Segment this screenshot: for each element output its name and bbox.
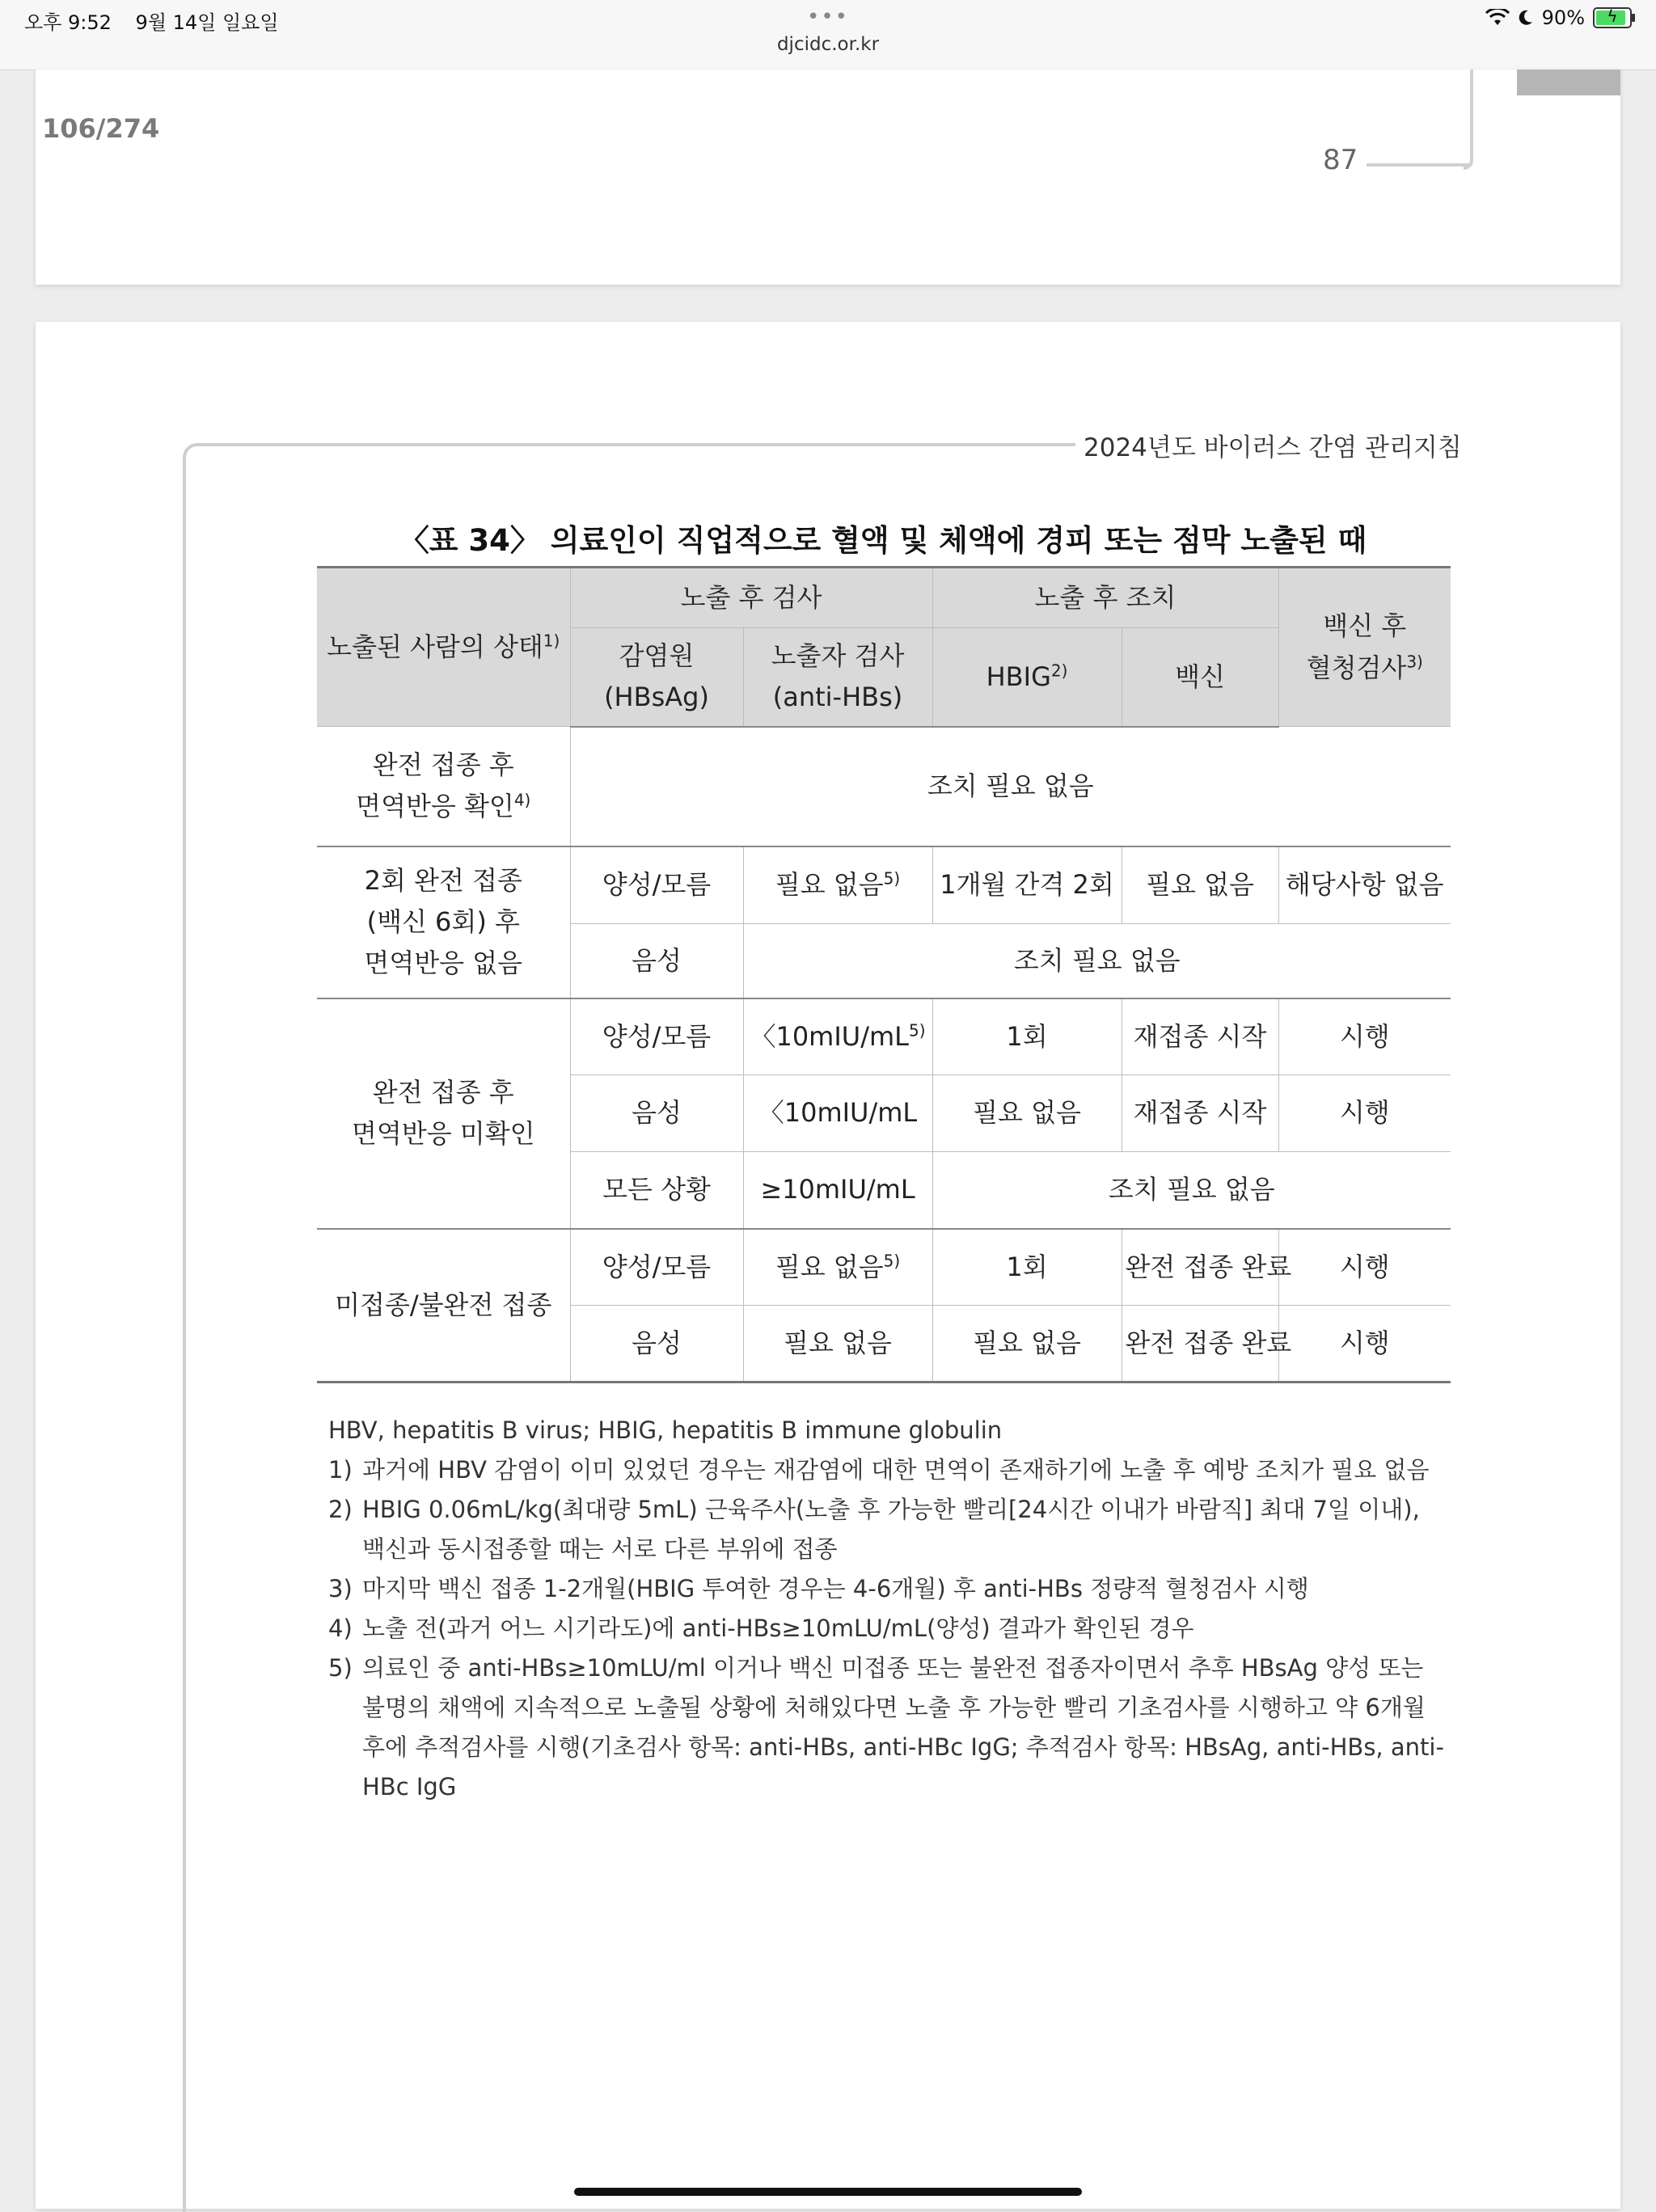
post-test-cell: 해당사항 없음 [1278,846,1451,924]
source-cell: 음성 [570,924,743,998]
action-cell: 조치 필요 없음 [743,924,1451,998]
action-cell: 조치 필요 없음 [932,1152,1451,1229]
page-header-title: 2024년도 바이러스 간염 관리지침 [1084,433,1462,462]
post-test-cell: 시행 [1278,1229,1451,1306]
source-cell: 모든 상황 [570,1152,743,1229]
home-indicator[interactable] [574,2188,1082,2196]
hbig-cell: 필요 없음 [932,1306,1122,1382]
status-date: 9월 14일 일요일 [135,11,279,34]
table-row [317,727,1451,846]
header-hbig: HBIG$^{2)}$ [932,628,1122,727]
battery-icon: ϟ [1593,7,1632,28]
prev-page-frame-line [1367,163,1472,167]
source-cell: 음성 [570,1075,743,1152]
post-test-cell: 시행 [1278,1306,1451,1382]
hbig-cell: 1회 [932,1229,1122,1306]
table-header-row [317,568,1451,628]
hbig-cell: 1회 [932,998,1122,1075]
table-row [317,998,1451,1075]
hbv-exposure-table [317,566,1451,1383]
header-exposed: 노출자 검사 (anti-HBs) [743,628,932,727]
hbig-cell: 1개월 간격 2회 [932,846,1122,924]
vaccine-cell: 재접종 시작 [1122,998,1278,1075]
hbig-cell: 필요 없음 [932,1075,1122,1152]
source-cell: 양성/모름 [570,1229,743,1306]
status-right [1485,6,1632,29]
header-post-vaccine-test: 백신 후 혈청검사$^{3)}$ [1278,568,1451,727]
post-test-cell: 시행 [1278,998,1451,1075]
status-bar [0,0,1656,70]
status-cell: 2회 완전 접종 (백신 6회) 후 면역반응 없음 [317,846,570,998]
page-counter: 106/274 [42,113,160,144]
footnote-1: 1) 과거에 HBV 감염이 이미 있었던 경우는 재감염에 대한 면역이 존재하기에 노출 후 예방 조치가 필요 없음 [328,1456,1430,1484]
header-vaccine: 백신 [1122,628,1278,727]
exposed-cell: 〈$10mIU/mL^{5)}$ [743,998,932,1075]
exposed-cell: ≥10mIU/mL [743,1152,932,1229]
header-status: 노출된 사람의 상태$^{1)}$ [317,568,570,727]
vaccine-cell: 필요 없음 [1122,846,1278,924]
post-test-cell: 시행 [1278,1075,1451,1152]
prev-page-frame [1464,70,1473,170]
source-cell: 음성 [570,1306,743,1382]
exposed-cell: 필요 없음$^{5)}$ [743,1229,932,1306]
header-source: 감염원 (HBsAg) [570,628,743,727]
action-cell: 조치 필요 없음 [570,727,1451,846]
status-cell: 완전 접종 후 면역반응 확인$^{4)}$ [317,727,570,846]
wifi-icon [1485,9,1510,27]
footnote-3: 3) 마지막 백신 접종 1-2개월(HBIG 투여한 경우는 4-6개월) 후 anti-HBs 정량적 혈청검사 시행 [328,1575,1309,1602]
vaccine-cell: 완전 접종 완료 [1122,1306,1278,1382]
status-cell: 완전 접종 후 면역반응 미확인 [317,998,570,1229]
exposed-cell: 필요 없음 [743,1306,932,1382]
footnote-2: 2) HBIG 0.06mL/kg(최대량 5mL) 근육주사(노출 후 가능한 빨리[24시간 이내가 바람직] 최대 7일 이내), 백신과 동시접종할 때는 서로 다른 부위에 접종 [328,1496,1420,1563]
exposed-cell: 필요 없음$^{5)}$ [743,846,932,924]
more-dots-icon[interactable]: ••• [806,5,849,29]
table-row [317,1229,1451,1306]
previous-page [36,70,1620,285]
scroll-tab [1517,70,1620,95]
moon-icon [1518,9,1534,27]
footnote-5: 5) 의료인 중 anti-HBs≥10mLU/ml 이거나 백신 미접종 또는 불완전 접종자이면서 추후 HBsAg 양성 또는 불명의 채액에 지속적으로 노출될 상황에 처해있다면 노출 후 가능한 빨리 기초검사를 시행하고 약 6개월 후에 추적검사를 시행(기초검사 항목: anti-HBs, anti-HBc IgG; 추적검사 항목: HBsAg, anti-HBs, anti-HBc IgG [328,1654,1444,1800]
table-row [317,846,1451,924]
battery-percent: 90% [1541,6,1585,29]
header-post-exposure-test: 노출 후 검사 [570,568,932,628]
status-cell: 미접종/불완전 접종 [317,1229,570,1382]
header-post-exposure-action: 노출 후 조치 [932,568,1278,628]
vaccine-cell: 재접종 시작 [1122,1075,1278,1152]
table-caption: 〈표 34〉 의료인이 직업적으로 혈액 및 체액에 경피 또는 점막 노출된 때 [399,523,1367,558]
prev-page-number: 87 [1323,144,1358,176]
vaccine-cell: 완전 접종 완료 [1122,1229,1278,1306]
address-url[interactable]: djcidc.or.kr [776,34,880,55]
source-cell: 양성/모름 [570,846,743,924]
status-time: 오후 9:52 [24,11,112,34]
abbreviation-note: HBV, hepatitis B virus; HBIG, hepatitis B immune globulin [328,1416,1003,1444]
footnote-4: 4) 노출 전(과거 어느 시기라도)에 anti-HBs≥10mLU/mL(양성) 결과가 확인된 경우 [328,1615,1194,1642]
source-cell: 양성/모름 [570,998,743,1075]
table-footnotes [328,1411,1460,1807]
exposed-cell: 〈10mIU/mL [743,1075,932,1152]
